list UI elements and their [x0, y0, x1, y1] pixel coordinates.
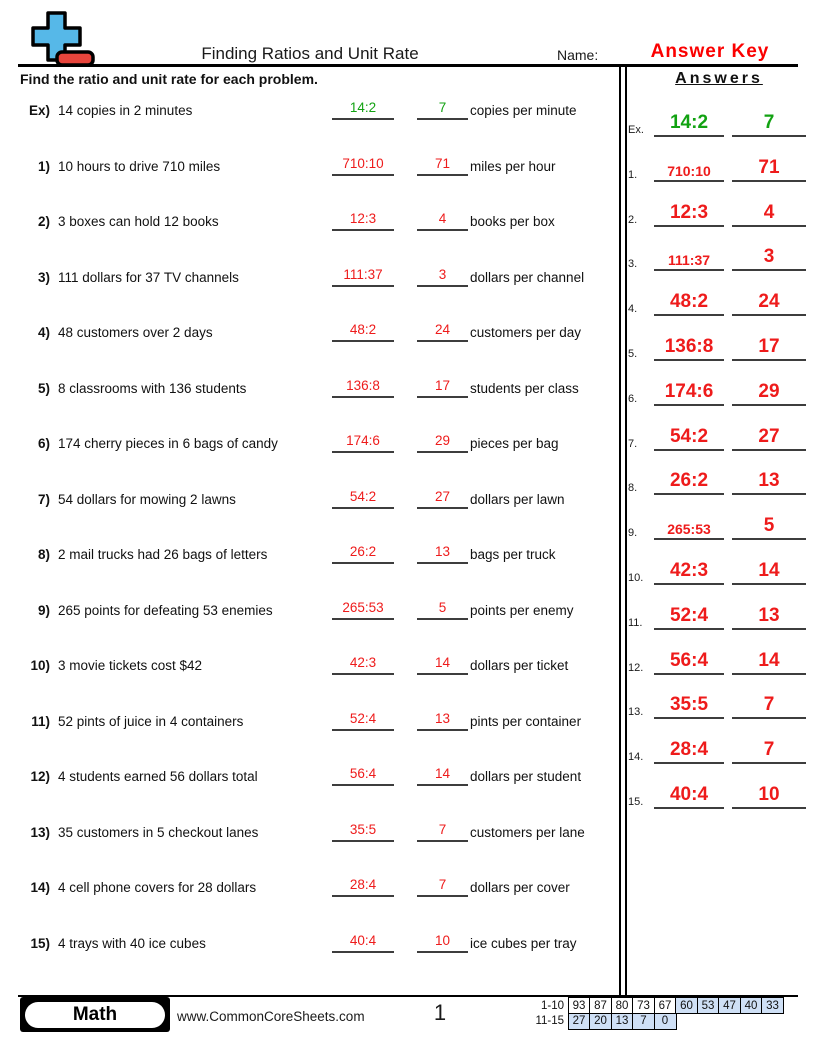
name-label: Name: — [557, 47, 599, 63]
score-cell: 53 — [697, 997, 720, 1014]
answer-number: 12. — [628, 662, 644, 674]
problem-number: 15) — [30, 936, 50, 951]
unit-rate-answer-blank: 7 — [417, 877, 468, 897]
answer-ratio-blank: 56:4 — [654, 650, 724, 675]
ratio-answer-blank: 28:4 — [332, 877, 394, 897]
problem-number: 4) — [37, 325, 50, 340]
answer-number: 10. — [628, 572, 644, 584]
answer-number: 2. — [628, 214, 638, 226]
answer-row — [628, 687, 810, 719]
page-title: Finding Ratios and Unit Rate — [201, 44, 419, 63]
answer-ratio-blank: 52:4 — [654, 605, 724, 630]
answer-key-text: Answer Key — [650, 41, 770, 62]
ratio-answer-blank: 40:4 — [332, 933, 394, 953]
answer-row — [628, 284, 810, 316]
answer-row — [628, 463, 810, 495]
answer-ratio-blank: 40:4 — [654, 784, 724, 809]
ratio-answer-blank: 174:6 — [332, 433, 394, 453]
page-number: 1 — [433, 1000, 447, 1025]
problem-text: 4 trays with 40 ice cubes — [58, 936, 206, 951]
ratio-answer-blank: 710:10 — [332, 156, 394, 176]
answer-ratio-blank: 136:8 — [654, 336, 724, 361]
answer-ratio-blank: 48:2 — [654, 291, 724, 316]
answers-heading: Answers — [675, 70, 763, 87]
ratio-answer-blank: 35:5 — [332, 822, 394, 842]
unit-rate-answer-blank: 13 — [417, 544, 468, 564]
score-cell: 0 — [654, 1013, 677, 1030]
score-cell: 93 — [568, 997, 591, 1014]
answer-number: 6. — [628, 393, 638, 405]
instruction-text: Find the ratio and unit rate for each problem. — [20, 71, 318, 87]
problem-number: 11) — [31, 714, 50, 729]
unit-label: dollars per ticket — [470, 658, 569, 673]
unit-label: pints per container — [470, 714, 582, 729]
unit-rate-answer-blank: 27 — [417, 489, 468, 509]
unit-rate-answer-blank: 4 — [417, 211, 468, 231]
unit-label: dollars per student — [470, 769, 582, 784]
score-cell: 87 — [589, 997, 612, 1014]
score-cell: 20 — [589, 1013, 612, 1030]
answer-row — [628, 598, 810, 630]
answer-number: 15. — [628, 796, 644, 808]
unit-label: miles per hour — [470, 159, 556, 174]
ratio-answer-blank: 111:37 — [332, 267, 394, 287]
website-url: www.CommonCoreSheets.com — [177, 1009, 365, 1024]
score-cell: 47 — [718, 997, 741, 1014]
answer-row — [628, 777, 810, 809]
answer-ratio-blank: 12:3 — [654, 202, 724, 227]
ratio-answer-blank: 265:53 — [332, 600, 394, 620]
answer-row — [628, 643, 810, 675]
problem-text: 174 cherry pieces in 6 bags of candy — [58, 436, 278, 451]
score-row — [508, 1013, 784, 1030]
answer-ratio-blank: 710:10 — [654, 163, 724, 182]
problem-number: 2) — [37, 214, 50, 229]
problem-number: 14) — [30, 880, 50, 895]
answer-number: Ex. — [628, 124, 644, 136]
problem-number: 5) — [37, 381, 50, 396]
unit-rate-answer-blank: 7 — [417, 822, 468, 842]
score-row-label: 1-10 — [540, 999, 564, 1012]
problem-text: 2 mail trucks had 26 bags of letters — [58, 547, 268, 562]
unit-rate-answer-blank: 17 — [417, 378, 468, 398]
answer-rate-blank: 71 — [732, 157, 806, 182]
unit-rate-answer-blank: 71 — [417, 156, 468, 176]
answer-rate-blank: 7 — [732, 739, 806, 764]
unit-label: pieces per bag — [470, 436, 559, 451]
answer-row — [628, 732, 810, 764]
problem-text: 265 points for defeating 53 enemies — [58, 603, 273, 618]
ratio-answer-blank: 56:4 — [332, 766, 394, 786]
answer-number: 7. — [628, 438, 638, 450]
answer-ratio-blank: 174:6 — [654, 381, 724, 406]
answer-rate-blank: 14 — [732, 560, 806, 585]
answer-rate-blank: 27 — [732, 426, 806, 451]
answer-rate-blank: 7 — [732, 112, 806, 137]
unit-label: bags per truck — [470, 547, 556, 562]
ratio-answer-blank: 48:2 — [332, 322, 394, 342]
problem-text: 10 hours to drive 710 miles — [58, 159, 221, 174]
unit-label: books per box — [470, 214, 555, 229]
ratio-answer-blank: 136:8 — [332, 378, 394, 398]
answer-number: 11. — [628, 617, 643, 629]
ratio-answer-blank: 42:3 — [332, 655, 394, 675]
math-badge — [20, 997, 170, 1032]
unit-rate-answer-blank: 7 — [417, 100, 468, 120]
ratio-answer-blank: 12:3 — [332, 211, 394, 231]
score-row — [508, 997, 784, 1014]
ratio-answer-blank: 52:4 — [332, 711, 394, 731]
answer-number: 5. — [628, 348, 638, 360]
answer-rate-blank: 14 — [732, 650, 806, 675]
unit-label: customers per day — [470, 325, 582, 340]
answer-ratio-blank: 26:2 — [654, 470, 724, 495]
unit-rate-answer-blank: 24 — [417, 322, 468, 342]
answer-row — [628, 374, 810, 406]
answer-number: 4. — [628, 303, 638, 315]
answer-row — [628, 508, 810, 540]
score-cell: 33 — [761, 997, 784, 1014]
unit-label: customers per lane — [470, 825, 585, 840]
problem-text: 52 pints of juice in 4 containers — [58, 714, 244, 729]
answer-row — [628, 150, 810, 182]
problem-text: 48 customers over 2 days — [58, 325, 213, 340]
score-cell: 73 — [632, 997, 655, 1014]
unit-rate-answer-blank: 29 — [417, 433, 468, 453]
score-cell: 60 — [675, 997, 698, 1014]
problem-number: 9) — [37, 603, 50, 618]
answer-ratio-blank: 35:5 — [654, 694, 724, 719]
unit-label: dollars per cover — [470, 880, 570, 895]
score-cell: 7 — [632, 1013, 655, 1030]
problem-text: 35 customers in 5 checkout lanes — [58, 825, 259, 840]
unit-label: points per enemy — [470, 603, 574, 618]
answer-number: 8. — [628, 482, 638, 494]
answer-row — [628, 553, 810, 585]
unit-label: ice cubes per tray — [470, 936, 577, 951]
answer-ratio-blank: 28:4 — [654, 739, 724, 764]
answer-number: 9. — [628, 527, 638, 539]
score-cell: 40 — [740, 997, 763, 1014]
problem-number: 10) — [30, 658, 50, 673]
unit-rate-answer-blank: 10 — [417, 933, 468, 953]
problem-text: 4 cell phone covers for 28 dollars — [58, 880, 257, 895]
answer-rate-blank: 3 — [732, 246, 806, 271]
answer-ratio-blank: 265:53 — [654, 521, 724, 540]
ratio-answer-blank: 54:2 — [332, 489, 394, 509]
problem-text: 14 copies in 2 minutes — [58, 103, 193, 118]
answer-ratio-blank: 54:2 — [654, 426, 724, 451]
math-badge-label: Math — [25, 1002, 165, 1028]
answer-number: 13. — [628, 706, 644, 718]
answer-ratio-blank: 14:2 — [654, 112, 724, 137]
answer-ratio-blank: 111:37 — [654, 252, 724, 271]
problem-number: 12) — [30, 769, 50, 784]
problem-number: 7) — [37, 492, 50, 507]
answer-rate-blank: 10 — [732, 784, 806, 809]
answer-row — [628, 105, 810, 137]
unit-rate-answer-blank: 14 — [417, 766, 468, 786]
answer-ratio-blank: 42:3 — [654, 560, 724, 585]
unit-rate-answer-blank: 14 — [417, 655, 468, 675]
problem-text: 4 students earned 56 dollars total — [58, 769, 258, 784]
unit-rate-answer-blank: 3 — [417, 267, 468, 287]
unit-rate-answer-blank: 5 — [417, 600, 468, 620]
score-cell: 13 — [611, 1013, 634, 1030]
answer-number: 1. — [628, 169, 638, 181]
problem-text: 54 dollars for mowing 2 lawns — [58, 492, 236, 507]
score-cell: 80 — [611, 997, 634, 1014]
ratio-answer-blank: 14:2 — [332, 100, 394, 120]
problem-text: 111 dollars for 37 TV channels — [58, 270, 239, 285]
answer-rate-blank: 7 — [732, 694, 806, 719]
problem-number: 6) — [37, 436, 50, 451]
answer-row — [628, 329, 810, 361]
problem-number: 8) — [37, 547, 50, 562]
problem-text: 3 movie tickets cost $42 — [58, 658, 203, 673]
problem-text: 3 boxes can hold 12 books — [58, 214, 219, 229]
answer-number: 14. — [628, 751, 644, 763]
problem-number: 13) — [30, 825, 50, 840]
score-cell: 27 — [568, 1013, 591, 1030]
answer-rate-blank: 29 — [732, 381, 806, 406]
answer-rate-blank: 13 — [732, 470, 806, 495]
unit-label: dollars per lawn — [470, 492, 565, 507]
answer-rate-blank: 13 — [732, 605, 806, 630]
unit-label: students per class — [470, 381, 579, 396]
problem-text: 8 classrooms with 136 students — [58, 381, 247, 396]
answer-row — [628, 239, 810, 271]
answer-rate-blank: 24 — [732, 291, 806, 316]
answer-number: 3. — [628, 258, 638, 270]
answer-rate-blank: 17 — [732, 336, 806, 361]
score-cell: 67 — [654, 997, 677, 1014]
unit-rate-answer-blank: 13 — [417, 711, 468, 731]
score-row-label: 11-15 — [535, 1015, 564, 1027]
ratio-answer-blank: 26:2 — [332, 544, 394, 564]
unit-label: copies per minute — [470, 103, 577, 118]
unit-label: dollars per channel — [470, 270, 585, 285]
answer-row — [628, 195, 810, 227]
answer-rate-blank: 5 — [732, 515, 806, 540]
answer-row — [628, 419, 810, 451]
problem-number: Ex) — [28, 103, 50, 118]
problem-number: 3) — [37, 270, 50, 285]
problem-number: 1) — [37, 159, 50, 174]
score-table — [508, 997, 784, 1030]
answer-rate-blank: 4 — [732, 202, 806, 227]
